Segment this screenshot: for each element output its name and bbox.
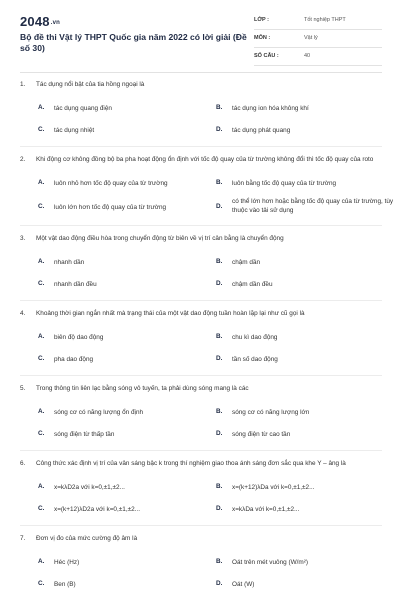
option-a[interactable] <box>38 173 216 195</box>
option-text: tần số dao động <box>232 356 278 363</box>
option-text: x=(k+12)λD2a với k=0,±1,±2... <box>54 506 140 513</box>
question-number: 3. <box>20 235 26 242</box>
question-text: Tác dụng nổi bật của tia hồng ngoại là <box>36 81 145 88</box>
question-divider <box>20 375 382 376</box>
question-text: Công thức xác định vị trí của vân sáng bậc k trong thí nghiệm giao thoa ánh sáng đơn sắc qua khe Y – âng là <box>36 460 346 467</box>
meta-row-class <box>254 14 382 30</box>
option-text: sóng điện từ cao tần <box>232 431 291 438</box>
question-text: Đơn vị đo của mức cường độ âm là <box>36 535 138 542</box>
option-letter: D. <box>216 580 223 587</box>
question-stem <box>20 309 382 319</box>
meta-label: MÔN : <box>254 35 271 41</box>
option-text: Héc (Hz) <box>54 559 80 566</box>
question-2 <box>20 155 394 226</box>
option-a[interactable] <box>38 98 216 120</box>
meta-label: SỐ CÂU : <box>254 53 279 59</box>
question-6 <box>20 459 382 526</box>
exam-meta <box>254 14 382 68</box>
question-5 <box>20 384 382 451</box>
option-letter: A. <box>38 333 45 340</box>
option-d[interactable] <box>216 120 400 142</box>
question-divider <box>20 450 382 451</box>
option-text: pha dao động <box>54 356 94 363</box>
option-b[interactable] <box>216 98 400 120</box>
option-a[interactable] <box>38 477 216 499</box>
option-c[interactable] <box>38 274 216 296</box>
option-text: có thể lớn hơn hoặc bằng tốc độ quay của từ trường, tùy thuộc vào tải sử dụng <box>232 198 394 214</box>
option-text: x=kλD2a với k=0,±1,±2... <box>54 484 125 491</box>
option-text: chu kì dao động <box>232 334 278 341</box>
option-c[interactable] <box>38 424 216 446</box>
option-c[interactable] <box>38 195 216 221</box>
option-c[interactable] <box>38 349 216 371</box>
option-letter: B. <box>216 179 223 186</box>
option-letter: A. <box>38 558 45 565</box>
option-letter: D. <box>216 505 223 512</box>
option-c[interactable] <box>38 499 216 521</box>
option-text: luôn bằng tốc độ quay của từ trường <box>232 180 337 187</box>
option-b[interactable] <box>216 552 400 574</box>
option-grid <box>20 327 382 371</box>
option-grid <box>20 402 382 446</box>
meta-value: Tốt nghiệp THPT <box>304 17 346 23</box>
question-divider <box>20 300 382 301</box>
logo-suffix: .vn <box>50 19 61 26</box>
question-text: Một vật dao động điều hòa trong chuyển động từ biên về vị trí cân bằng là chuyển động <box>36 235 284 242</box>
option-c[interactable] <box>38 574 216 596</box>
option-text: sóng điện từ thấp tần <box>54 431 115 438</box>
question-7 <box>20 534 382 596</box>
option-d[interactable] <box>216 499 400 521</box>
option-b[interactable] <box>216 477 400 499</box>
option-letter: A. <box>38 179 45 186</box>
question-stem <box>20 459 382 469</box>
option-letter: C. <box>38 126 45 133</box>
option-grid <box>20 477 382 521</box>
option-text: sóng cơ có năng lượng lớn <box>232 409 310 416</box>
question-number: 2. <box>20 156 26 163</box>
option-text: biên độ dao động <box>54 334 104 341</box>
option-letter: C. <box>38 505 45 512</box>
question-text: Khi động cơ không đồng bộ ba pha hoạt động ổn định với tốc độ quay của từ trường không đổi thì tốc độ quay của roto <box>36 156 374 163</box>
logo-text: 2048 <box>20 14 50 29</box>
page-header <box>20 14 382 66</box>
option-text: chậm dần <box>232 259 261 266</box>
question-4 <box>20 309 382 376</box>
question-list <box>20 80 394 596</box>
option-letter: B. <box>216 333 223 340</box>
option-text: Oát trên mét vuông (W/m²) <box>232 559 308 566</box>
question-1 <box>20 80 382 147</box>
option-text: luôn nhỏ hơn tốc độ quay của từ trường <box>54 180 168 187</box>
option-text: tác dụng ion hóa không khí <box>232 105 309 112</box>
option-d[interactable] <box>216 274 400 296</box>
option-letter: B. <box>216 258 223 265</box>
question-stem <box>20 80 382 90</box>
question-number: 6. <box>20 460 26 467</box>
question-3 <box>20 234 382 301</box>
option-letter: B. <box>216 558 223 565</box>
option-letter: C. <box>38 430 45 437</box>
option-text: tác dụng quang điện <box>54 105 112 112</box>
option-letter: D. <box>216 430 223 437</box>
question-stem <box>20 384 382 394</box>
option-text: sóng cơ có năng lượng ổn định <box>54 409 144 416</box>
option-text: tác dụng phát quang <box>232 127 291 134</box>
option-letter: B. <box>216 483 223 490</box>
option-text: Ben (B) <box>54 581 76 588</box>
question-text: Khoảng thời gian ngắn nhất mà trạng thái của một vật dao động tuần hoàn lặp lại như cũ gọi là <box>36 310 305 317</box>
meta-value: 40 <box>304 53 311 59</box>
meta-value: Vật lý <box>304 35 318 41</box>
option-letter: B. <box>216 408 223 415</box>
option-text: nhanh dần đều <box>54 281 97 288</box>
option-letter: C. <box>38 580 45 587</box>
option-d[interactable] <box>216 349 400 371</box>
site-logo[interactable] <box>20 14 60 29</box>
meta-row-count <box>254 50 382 66</box>
question-stem <box>20 234 382 244</box>
option-c[interactable] <box>38 120 216 142</box>
option-grid <box>20 98 382 142</box>
option-letter: D. <box>216 126 223 133</box>
option-d[interactable] <box>216 195 400 221</box>
option-letter: A. <box>38 104 45 111</box>
option-d[interactable] <box>216 574 400 596</box>
option-a[interactable] <box>38 252 216 274</box>
option-b[interactable] <box>216 402 400 424</box>
option-grid <box>20 552 382 596</box>
option-letter: A. <box>38 258 45 265</box>
option-letter: A. <box>38 408 45 415</box>
option-text: x=kλDa với k=0,±1,±2... <box>232 506 300 513</box>
option-letter: B. <box>216 104 223 111</box>
option-letter: D. <box>216 355 223 362</box>
option-text: luôn lớn hơn tốc độ quay của từ trường <box>54 204 167 211</box>
meta-label: LỚP : <box>254 17 269 23</box>
option-letter: A. <box>38 483 45 490</box>
option-text: x=(k+12)λDa với k=0,±1,±2... <box>232 484 315 491</box>
option-text: tác dụng nhiệt <box>54 127 95 134</box>
option-a[interactable] <box>38 327 216 349</box>
option-b[interactable] <box>216 173 400 195</box>
option-letter: C. <box>38 355 45 362</box>
question-number: 1. <box>20 81 26 88</box>
question-number: 5. <box>20 385 26 392</box>
question-divider <box>20 146 382 147</box>
meta-row-subject <box>254 32 382 48</box>
option-b[interactable] <box>216 327 400 349</box>
option-text: chậm dần đều <box>232 281 273 288</box>
option-text: nhanh dần <box>54 259 85 266</box>
option-grid <box>20 252 382 296</box>
question-number: 4. <box>20 310 26 317</box>
header-divider <box>20 72 382 73</box>
question-divider <box>20 525 382 526</box>
option-letter: D. <box>216 280 223 287</box>
question-divider <box>20 225 382 226</box>
option-text: Oát (W) <box>232 581 255 588</box>
question-text: Trong thông tin liên lạc bằng sóng vô tuyến, ta phải dùng sóng mang là các <box>36 385 249 392</box>
question-stem <box>20 155 382 165</box>
option-a[interactable] <box>38 402 216 424</box>
option-grid <box>20 173 394 221</box>
exam-title: Bộ đề thi Vật lý THPT Quốc gia năm 2022 có lời giải (Đề số 30) <box>20 32 247 53</box>
option-b[interactable] <box>216 252 400 274</box>
question-stem <box>20 534 382 544</box>
option-d[interactable] <box>216 424 400 446</box>
option-letter: C. <box>38 203 45 210</box>
option-letter: D. <box>216 203 223 210</box>
option-a[interactable] <box>38 552 216 574</box>
question-number: 7. <box>20 535 26 542</box>
option-letter: C. <box>38 280 45 287</box>
